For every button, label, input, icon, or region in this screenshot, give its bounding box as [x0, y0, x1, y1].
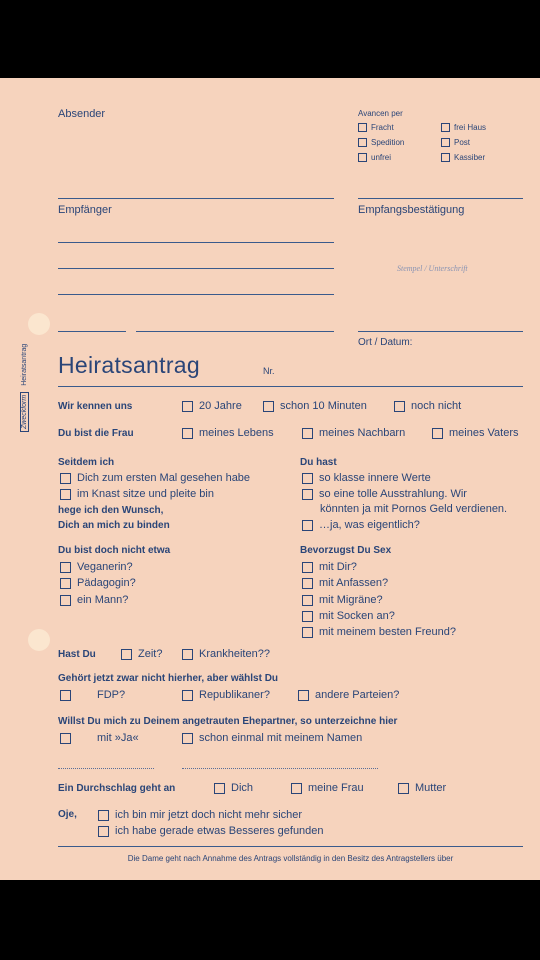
punch-hole [28, 313, 50, 335]
checkbox[interactable] [302, 595, 313, 606]
avancen-option-kassiber[interactable]: Kassiber [441, 153, 485, 162]
footer-divider [58, 846, 523, 847]
checkbox[interactable] [302, 578, 313, 589]
ort-datum-label: Ort / Datum: [358, 337, 413, 348]
checkbox[interactable] [302, 428, 313, 439]
hast-option-1[interactable]: Zeit? [121, 648, 162, 660]
checkbox[interactable] [121, 649, 132, 660]
empfangsbestaetigung-label: Empfangsbestätigung [358, 204, 465, 216]
checkbox[interactable] [60, 473, 71, 484]
oje-option-1[interactable]: ich bin mir jetzt doch nicht mehr sicher [98, 809, 302, 821]
form-title: Heiratsantrag [58, 352, 200, 378]
nr-label: Nr. [263, 366, 275, 376]
duhast-option-2[interactable]: so eine tolle Ausstrahlung. Wir [302, 488, 467, 500]
checkbox[interactable] [60, 562, 71, 573]
signature-line-1[interactable] [58, 768, 154, 769]
kennen-label: Wir kennen uns [58, 401, 133, 412]
checkbox[interactable] [398, 783, 409, 794]
checkbox[interactable] [441, 153, 450, 162]
waehlst-option-3[interactable]: andere Parteien? [298, 689, 399, 701]
footer-text: Die Dame geht nach Annahme des Antrags vollständig in den Besitz des Antragstellers über [127, 854, 454, 863]
nicht-etwa-option-3[interactable]: ein Mann? [60, 594, 128, 606]
checkbox[interactable] [98, 810, 109, 821]
checkbox[interactable] [182, 401, 193, 412]
seitdem-option-2[interactable]: im Knast sitze und pleite bin [60, 488, 214, 500]
nicht-etwa-label: Du bist doch nicht etwa [58, 545, 171, 556]
empfaenger-line-3[interactable] [58, 294, 334, 295]
checkbox[interactable] [182, 690, 193, 701]
durchschlag-option-3[interactable]: Mutter [398, 782, 446, 794]
checkbox[interactable] [358, 138, 367, 147]
signature-line-2[interactable] [182, 768, 378, 769]
avancen-option-frei-haus[interactable]: frei Haus [441, 123, 486, 132]
checkbox[interactable] [60, 690, 71, 701]
stempel-label: Stempel / Unterschrift [397, 264, 468, 273]
sex-label: Bevorzugst Du Sex [300, 545, 392, 556]
avancen-line [358, 198, 523, 199]
durchschlag-label: Ein Durchschlag geht an [58, 783, 176, 794]
checkbox[interactable] [302, 611, 313, 622]
punch-hole [28, 629, 50, 651]
sex-option-4[interactable]: mit Socken an? [302, 610, 395, 622]
duhast-option-3[interactable]: …ja, was eigentlich? [302, 519, 420, 531]
absender-label: Absender [58, 108, 106, 120]
checkbox[interactable] [302, 520, 313, 531]
form-sheet [0, 78, 540, 880]
seitdem-label: Seitdem ich [58, 457, 115, 468]
seitdem-tail-1: hege ich den Wunsch, [58, 505, 164, 516]
checkbox[interactable] [358, 123, 367, 132]
sex-option-3[interactable]: mit Migräne? [302, 594, 383, 606]
seitdem-tail-2: Dich an mich zu binden [58, 520, 170, 531]
kennen-option-1[interactable]: 20 Jahre [182, 400, 242, 412]
side-label: Zweckform Heiratsantrag [20, 344, 29, 432]
absender-line[interactable] [58, 198, 334, 199]
empfaenger-line-4b[interactable] [136, 331, 334, 332]
frau-label: Du bist die Frau [58, 428, 134, 439]
willst-option-2[interactable]: schon einmal mit meinem Namen [182, 732, 362, 744]
avancen-option-unfrei[interactable]: unfrei [358, 153, 391, 162]
duhast-option-2-cont: könnten ja mit Pornos Geld verdienen. [320, 503, 508, 515]
empfaenger-line-1[interactable] [58, 242, 334, 243]
empfaenger-line-4a[interactable] [58, 331, 126, 332]
duhast-option-1[interactable]: so klasse innere Werte [302, 472, 431, 484]
checkbox[interactable] [394, 401, 405, 412]
waehlst-option-2[interactable]: Republikaner? [182, 689, 270, 701]
oje-option-2[interactable]: ich habe gerade etwas Besseres gefunden [98, 825, 324, 837]
durchschlag-option-2[interactable]: meine Frau [291, 782, 364, 794]
checkbox[interactable] [60, 595, 71, 606]
checkbox[interactable] [98, 826, 109, 837]
nicht-etwa-option-1[interactable]: Veganerin? [60, 561, 133, 573]
hast-option-2[interactable]: Krankheiten?? [182, 648, 270, 660]
frau-option-2[interactable]: meines Nachbarn [302, 427, 405, 439]
checkbox[interactable] [298, 690, 309, 701]
avancen-option-spedition[interactable]: Spedition [358, 138, 404, 147]
duhast-label: Du hast [300, 457, 337, 468]
checkbox[interactable] [302, 562, 313, 573]
avancen-title: Avancen per [358, 109, 403, 118]
oje-label: Oje, [58, 809, 77, 820]
checkbox[interactable] [441, 123, 450, 132]
checkbox[interactable] [60, 578, 71, 589]
checkbox[interactable] [182, 733, 193, 744]
frau-option-3[interactable]: meines Vaters [432, 427, 519, 439]
kennen-option-2[interactable]: schon 10 Minuten [263, 400, 367, 412]
sex-option-1[interactable]: mit Dir? [302, 561, 357, 573]
hast-label: Hast Du [58, 649, 96, 660]
checkbox[interactable] [302, 489, 313, 500]
checkbox[interactable] [432, 428, 443, 439]
ort-datum-line[interactable] [358, 331, 523, 332]
avancen-option-fracht[interactable]: Fracht [358, 123, 394, 132]
avancen-option-post[interactable]: Post [441, 138, 470, 147]
kennen-option-3[interactable]: noch nicht [394, 400, 461, 412]
sex-option-5[interactable]: mit meinem besten Freund? [302, 626, 456, 638]
frau-option-1[interactable]: meines Lebens [182, 427, 274, 439]
checkbox[interactable] [291, 783, 302, 794]
durchschlag-option-1[interactable]: Dich [214, 782, 253, 794]
nicht-etwa-option-2[interactable]: Pädagogin? [60, 577, 136, 589]
checkbox[interactable] [263, 401, 274, 412]
willst-label: Willst Du mich zu Deinem angetrauten Ehepartner, so unterzeichne hier [58, 716, 398, 727]
sex-option-2[interactable]: mit Anfassen? [302, 577, 388, 589]
title-underline [58, 386, 523, 387]
checkbox[interactable] [214, 783, 225, 794]
seitdem-option-1[interactable]: Dich zum ersten Mal gesehen habe [60, 472, 250, 484]
willst-option-1[interactable]: mit »Ja« [60, 732, 139, 744]
empfaenger-line-2[interactable] [58, 268, 334, 269]
checkbox[interactable] [302, 627, 313, 638]
checkbox[interactable] [441, 138, 450, 147]
brand-logo: Zweckform [20, 392, 29, 432]
checkbox[interactable] [182, 428, 193, 439]
empfaenger-label: Empfänger [58, 204, 112, 216]
checkbox[interactable] [60, 489, 71, 500]
checkbox[interactable] [182, 649, 193, 660]
waehlst-label: Gehört jetzt zwar nicht hierher, aber wählst Du [58, 673, 279, 684]
checkbox[interactable] [60, 733, 71, 744]
waehlst-option-1[interactable]: FDP? [60, 689, 125, 701]
checkbox[interactable] [358, 153, 367, 162]
checkbox[interactable] [302, 473, 313, 484]
